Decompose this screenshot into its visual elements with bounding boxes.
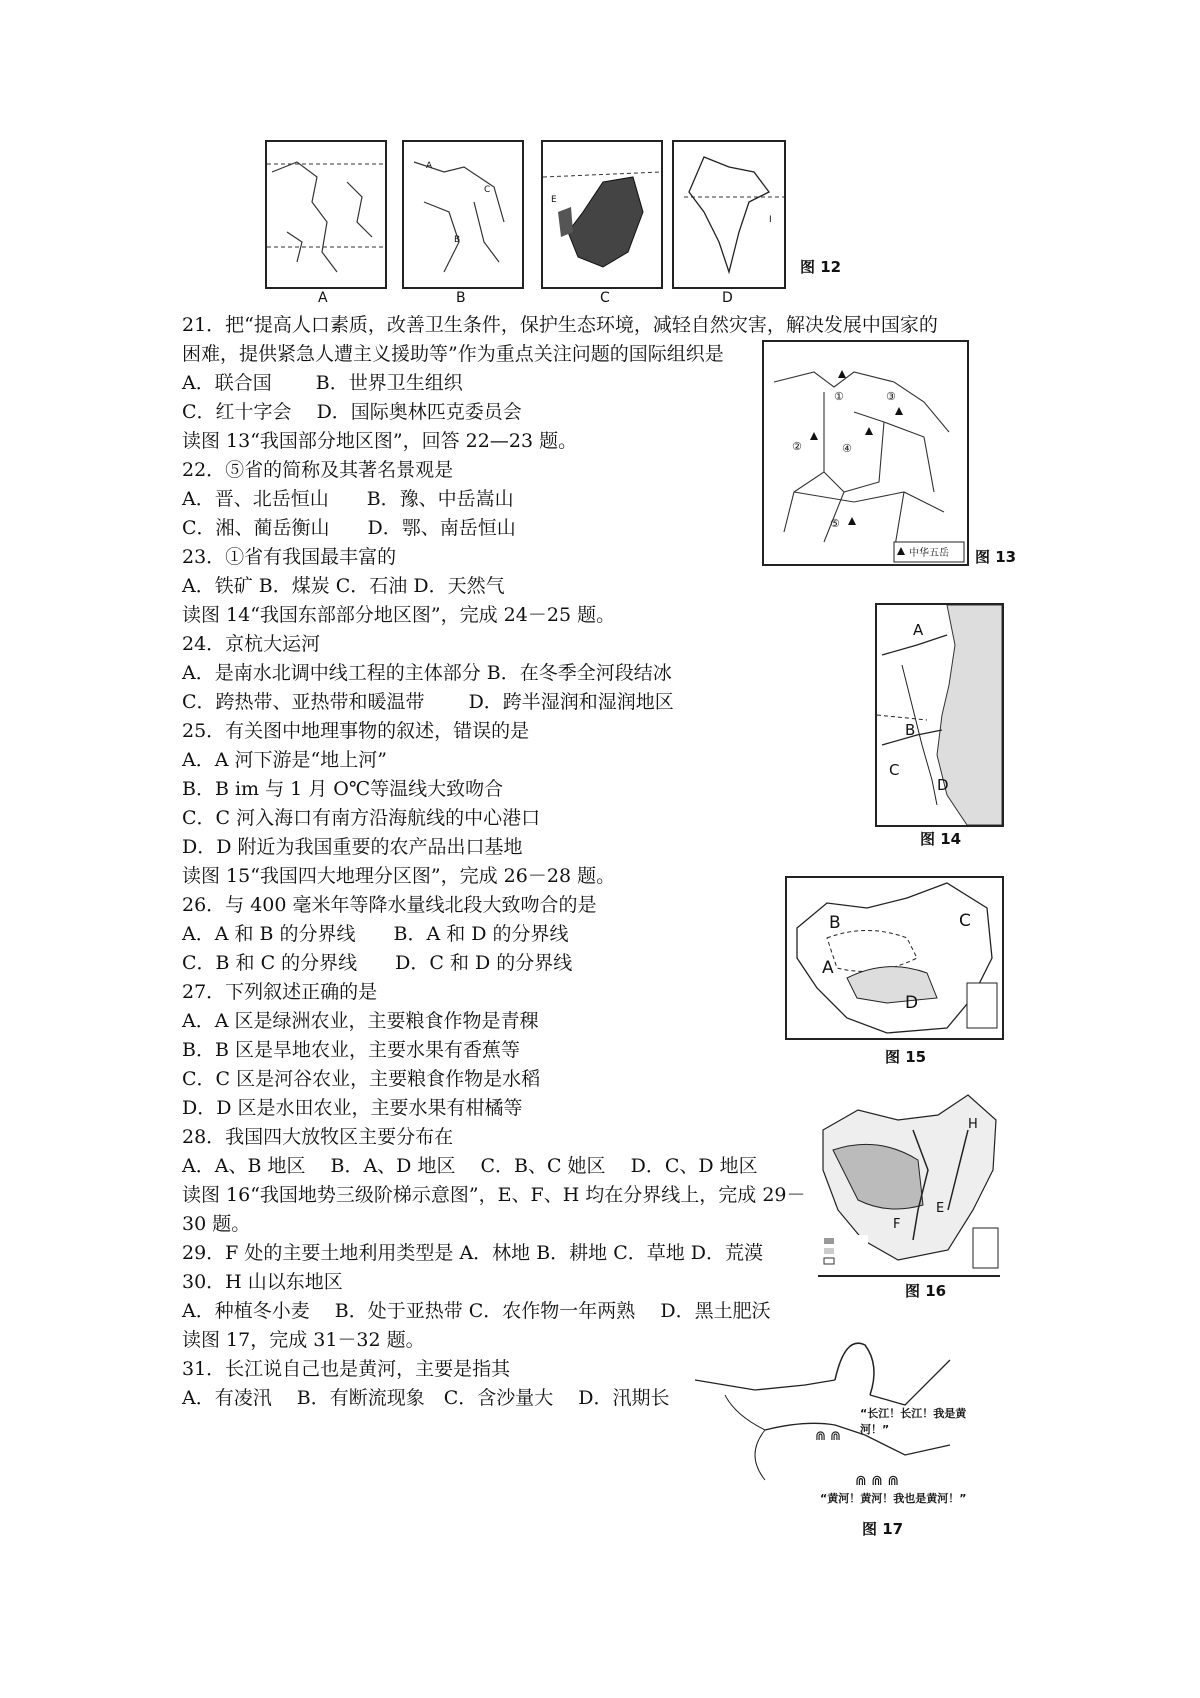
region-2: ②: [792, 440, 802, 453]
east-china-map: [877, 605, 1002, 825]
europe-map: [543, 142, 661, 287]
text-line: 30 题。: [182, 1213, 251, 1235]
text-line: 27．下列叙述正确的是: [182, 981, 378, 1003]
region-5: ⑤: [830, 517, 840, 530]
svg-text:⋒ ⋒ ⋒: ⋒ ⋒ ⋒: [855, 1473, 900, 1489]
fig12-map-a: [265, 140, 387, 289]
region-a: A: [822, 958, 834, 978]
text-line: C．湘、蔺岳衡山 D．鄂、南岳恒山: [182, 517, 516, 539]
fig14-map: [875, 603, 1004, 827]
mark-e: E: [936, 1201, 945, 1216]
fig13-map: [762, 340, 969, 566]
text-line: A．A 区是绿洲农业，主要粮食作物是青稞: [182, 1010, 539, 1032]
text-line: 困难，提供紧急人遭主义援助等”作为重点关注问题的国际组织是: [182, 343, 724, 365]
text-line: A．晋、北岳恒山 B．豫、中岳嵩山: [182, 488, 514, 510]
text-line: A．是南水北调中线工程的主体部分 B．在冬季全河段结冰: [182, 662, 672, 684]
fig16-label: 图 16: [905, 1282, 947, 1300]
text-line: 21．把“提高人口素质，改善卫生条件，保护生态环境，减轻自然灾害，解决发展中国家的: [182, 314, 938, 336]
region-b: B: [829, 913, 841, 933]
text-line: 29．F 处的主要土地利用类型是 A．林地 B．耕地 C．草地 D．荒漠: [182, 1242, 764, 1264]
fig12-map-b: [402, 140, 524, 289]
text-line: 读图 15“我国四大地理分区图”，完成 26－28 题。: [182, 865, 616, 887]
mark-b: B: [905, 721, 916, 739]
fig12-panel-d-label: D: [722, 290, 733, 306]
text-line: 26．与 400 毫米年等降水量线北段大致吻合的是: [182, 894, 597, 916]
text-line: C．跨热带、亚热带和暖温带 D．跨半湿润和湿润地区: [182, 691, 674, 713]
text-line: A．联合国 B．世界卫生组织: [182, 372, 463, 394]
fig17-cartoon: [695, 1335, 995, 1515]
fig16-map: [818, 1090, 1000, 1277]
svg-text:C: C: [484, 185, 491, 195]
region-d: D: [905, 993, 919, 1013]
fig12-label: 图 12: [800, 258, 842, 276]
text-line: B．B 区是旱地农业，主要水果有香蕉等: [182, 1039, 520, 1061]
text-line: A．A 和 B 的分界线 B．A 和 D 的分界线: [182, 923, 569, 945]
text-line: C．B 和 C 的分界线 D．C 和 D 的分界线: [182, 952, 573, 974]
southeast-asia-map: [267, 142, 385, 287]
fig13-label: 图 13: [975, 548, 1017, 566]
fig14-label: 图 14: [920, 830, 962, 848]
svg-text:B: B: [454, 235, 461, 245]
region-c: C: [959, 911, 971, 931]
text-line: D．D 区是水田农业，主要水果有柑橘等: [182, 1097, 523, 1119]
svg-text:A: A: [426, 161, 433, 171]
text-line: A．铁矿 B．煤炭 C．石油 D．天然气: [182, 575, 505, 597]
text-line: 23．①省有我国最丰富的: [182, 546, 397, 568]
text-line: B．B im 与 1 月 O℃等温线大致吻合: [182, 778, 504, 800]
china-terrain-steps-map: [818, 1090, 1000, 1275]
svg-text:I: I: [769, 215, 772, 225]
speech-bottom: “黄河！黄河！我也是黄河！”: [820, 1492, 967, 1505]
text-line: 31．长江说自己也是黄河，主要是指其: [182, 1358, 511, 1380]
mark-a: A: [913, 621, 924, 639]
fig12-map-d: [672, 140, 786, 289]
text-line: A．A 河下游是“地上河”: [182, 749, 387, 771]
region-4: ④: [842, 442, 852, 455]
text-line: C．红十字会 D．国际奥林匹克委员会: [182, 401, 522, 423]
fig15-map: [785, 876, 1004, 1040]
text-line: C．C 区是河谷农业，主要粮食作物是水稻: [182, 1068, 541, 1090]
text-line: 读图 14“我国东部部分地区图”，完成 24－25 题。: [182, 604, 616, 626]
region-1: ①: [834, 390, 844, 403]
text-line: 读图 13“我国部分地区图”，回答 22—23 题。: [182, 430, 578, 452]
fig12-panel-c-label: C: [600, 290, 610, 306]
text-line: 30．H 山以东地区: [182, 1271, 343, 1293]
text-line: 22．⑤省的简称及其著名景观是: [182, 459, 454, 481]
middle-east-map: [404, 142, 522, 287]
fig13-legend: 中华五岳: [909, 548, 949, 559]
fig17-label: 图 17: [862, 1520, 904, 1538]
china-four-regions-map: [787, 878, 1002, 1038]
svg-text:E: E: [551, 195, 557, 205]
fig15-label: 图 15: [885, 1048, 927, 1066]
text-line: 25．有关图中地理事物的叙述，错误的是: [182, 720, 530, 742]
fig12-panel-a-label: A: [318, 290, 328, 306]
fig12-map-c: [541, 140, 663, 289]
text-line: A．有凌汛 B．有断流现象 C．含沙量大 D．汛期长: [182, 1387, 670, 1409]
fig12-panel-b-label: B: [456, 290, 466, 306]
text-line: A．A、B 地区 B．A、D 地区 C．B、C 她区 D．C、D 地区: [182, 1155, 758, 1177]
mark-d: D: [937, 776, 949, 794]
china-provinces-map: [764, 342, 967, 564]
text-line: 28．我国四大放牧区主要分布在: [182, 1126, 454, 1148]
text-line: A．种植冬小麦 B．处于亚热带 C．农作物一年两熟 D．黑土肥沃: [182, 1300, 771, 1322]
south-asia-map: [674, 142, 784, 287]
mark-f: F: [893, 1217, 901, 1232]
text-line: 读图 16“我国地势三级阶梯示意图”，E、F、H 均在分界线上，完成 29－: [182, 1184, 806, 1206]
svg-text:⋒ ⋒: ⋒ ⋒: [815, 1429, 841, 1444]
text-line: C．C 河入海口有南方沿海航线的中心港口: [182, 807, 541, 829]
text-line: D．D 附近为我国重要的农产品出口基地: [182, 836, 523, 858]
mark-c: C: [889, 761, 900, 779]
text-line: 24．京杭大运河: [182, 633, 321, 655]
mark-h: H: [968, 1117, 978, 1132]
region-3: ③: [886, 390, 896, 403]
text-line: 读图 17，完成 31－32 题。: [182, 1329, 425, 1351]
speech-top: “长江！长江！我是黄河！”: [860, 1407, 967, 1436]
